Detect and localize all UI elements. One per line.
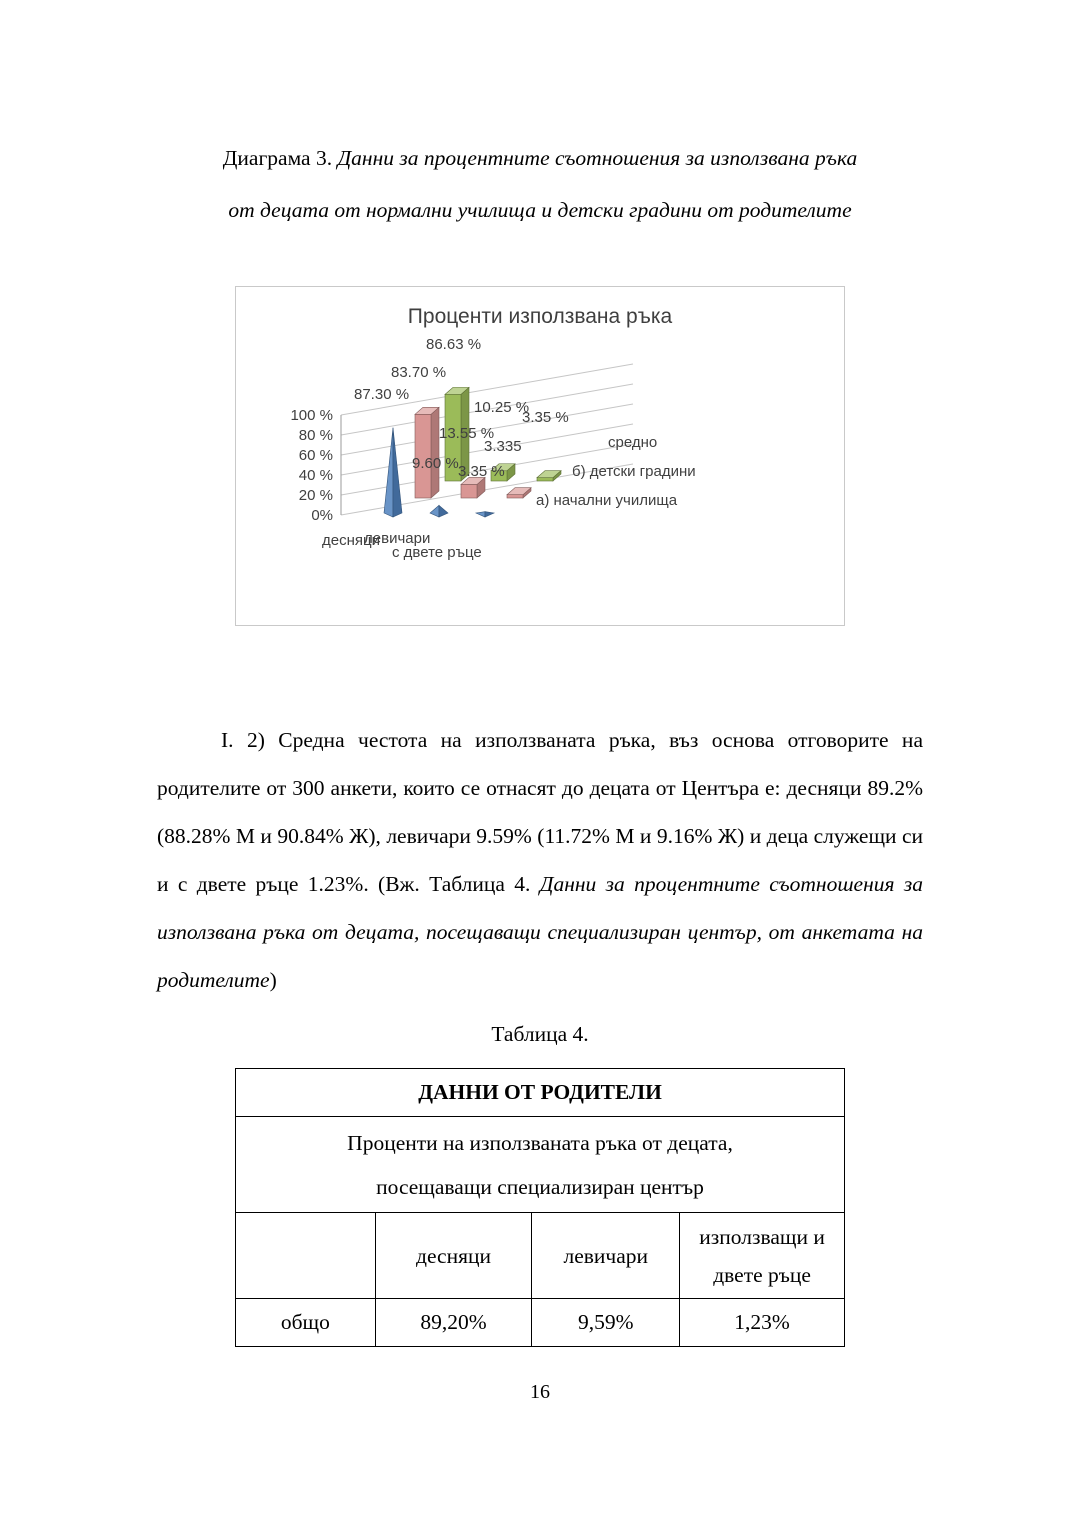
chart-frame	[235, 286, 845, 626]
data-label: 10.25 %	[474, 399, 530, 416]
data-label: 86.63 %	[426, 336, 482, 353]
category-label: десняци	[322, 532, 380, 549]
body-paragraph	[157, 716, 923, 1004]
col-header-both-line2: двете ръце	[713, 1262, 811, 1287]
paragraph-text-1: I. 2) Средна честота на използваната ръка, въз основа отговорите на родителите от 300 анкети, които се отнасят до децата от Центъра е: десняци 89.2% (88.28% М и 90.84% Ж), левичари 9.59% (11.72% М и 9.16% Ж) и деца служещи си и с двете ръце 1.23%. (Вж. Таблица 4.	[157, 728, 923, 896]
table-header-row	[236, 1069, 845, 1117]
table-subheader	[236, 1117, 845, 1213]
figure-caption-title: Данни за процентните съотношения за използвана ръка	[337, 146, 858, 170]
figure-caption-line2: от децата от нормални училища и детски градини от родителите	[228, 198, 852, 222]
bar-pyramid-left-face	[430, 505, 439, 517]
page-number: 16	[530, 1381, 550, 1403]
results-table	[235, 1068, 845, 1347]
bar-pyramid-right-face	[485, 512, 494, 517]
table-subheader-row	[236, 1117, 845, 1213]
table-column-header-row	[236, 1213, 845, 1299]
table-row	[236, 1299, 845, 1347]
bar-side-face	[431, 407, 439, 498]
figure-caption-prefix: Диаграма 3.	[222, 146, 338, 170]
table-header: ДАННИ ОТ РОДИТЕЛИ	[236, 1069, 845, 1117]
col-header-empty	[236, 1213, 376, 1299]
series-name-label: а) начални училища	[536, 492, 678, 509]
value-both-hands: 1,23%	[680, 1299, 845, 1347]
table-subheader-line1: Проценти на използваната ръка от децата,	[347, 1130, 733, 1155]
value-right-handed: 89,20%	[375, 1299, 532, 1347]
paragraph-text-2: )	[269, 968, 277, 992]
figure-caption	[140, 132, 940, 236]
data-label: 87.30 %	[354, 386, 410, 403]
col-header-left-handed: левичари	[532, 1213, 680, 1299]
row-label: общо	[236, 1299, 376, 1347]
category-label: левичари	[364, 530, 431, 547]
bar-pyramid-left-face	[476, 512, 485, 517]
bar-front-face	[537, 478, 553, 481]
data-label: 3.335	[484, 438, 522, 455]
series-name-label: средно	[608, 434, 658, 451]
col-header-both-line1: използващи и	[699, 1224, 825, 1249]
category-label: с двете ръце	[392, 544, 482, 561]
paragraph-text-italic: Данни за процентните съотношения за използвана ръка от децата, посещаващи специализиран център, от анкетата на родителите	[157, 872, 923, 992]
chart-title: Проценти използвана ръка	[407, 305, 673, 328]
bar-front-face	[507, 495, 523, 498]
value-left-handed: 9,59%	[532, 1299, 680, 1347]
bar-pyramid-right-face	[439, 505, 448, 517]
data-label: 83.70 %	[391, 364, 447, 381]
y-tick-label: 100 %	[290, 407, 333, 424]
data-label: 13.55 %	[439, 425, 495, 442]
y-tick-label: 0%	[311, 507, 333, 524]
y-tick-label: 40 %	[298, 467, 333, 484]
y-tick-label: 20 %	[298, 487, 333, 504]
data-label: 3.35 %	[458, 463, 505, 480]
bar-pyramid-left-face	[384, 428, 393, 517]
series-name-label: б) детски градини	[572, 463, 696, 480]
col-header-right-handed: десняци	[375, 1213, 532, 1299]
table-caption: Таблица 4.	[491, 1022, 589, 1046]
y-tick-label: 60 %	[298, 447, 333, 464]
y-tick-label: 80 %	[298, 427, 333, 444]
data-label: 9.60 %	[412, 455, 459, 472]
data-label: 3.35 %	[522, 409, 569, 426]
figure-caption-line1	[140, 132, 940, 184]
col-header-both-hands	[680, 1213, 845, 1299]
bar-pyramid-right-face	[393, 428, 402, 517]
chart-svg	[236, 287, 846, 627]
table-subheader-line2: посещаващи специализиран център	[376, 1174, 704, 1199]
bar-front-face	[461, 484, 477, 498]
